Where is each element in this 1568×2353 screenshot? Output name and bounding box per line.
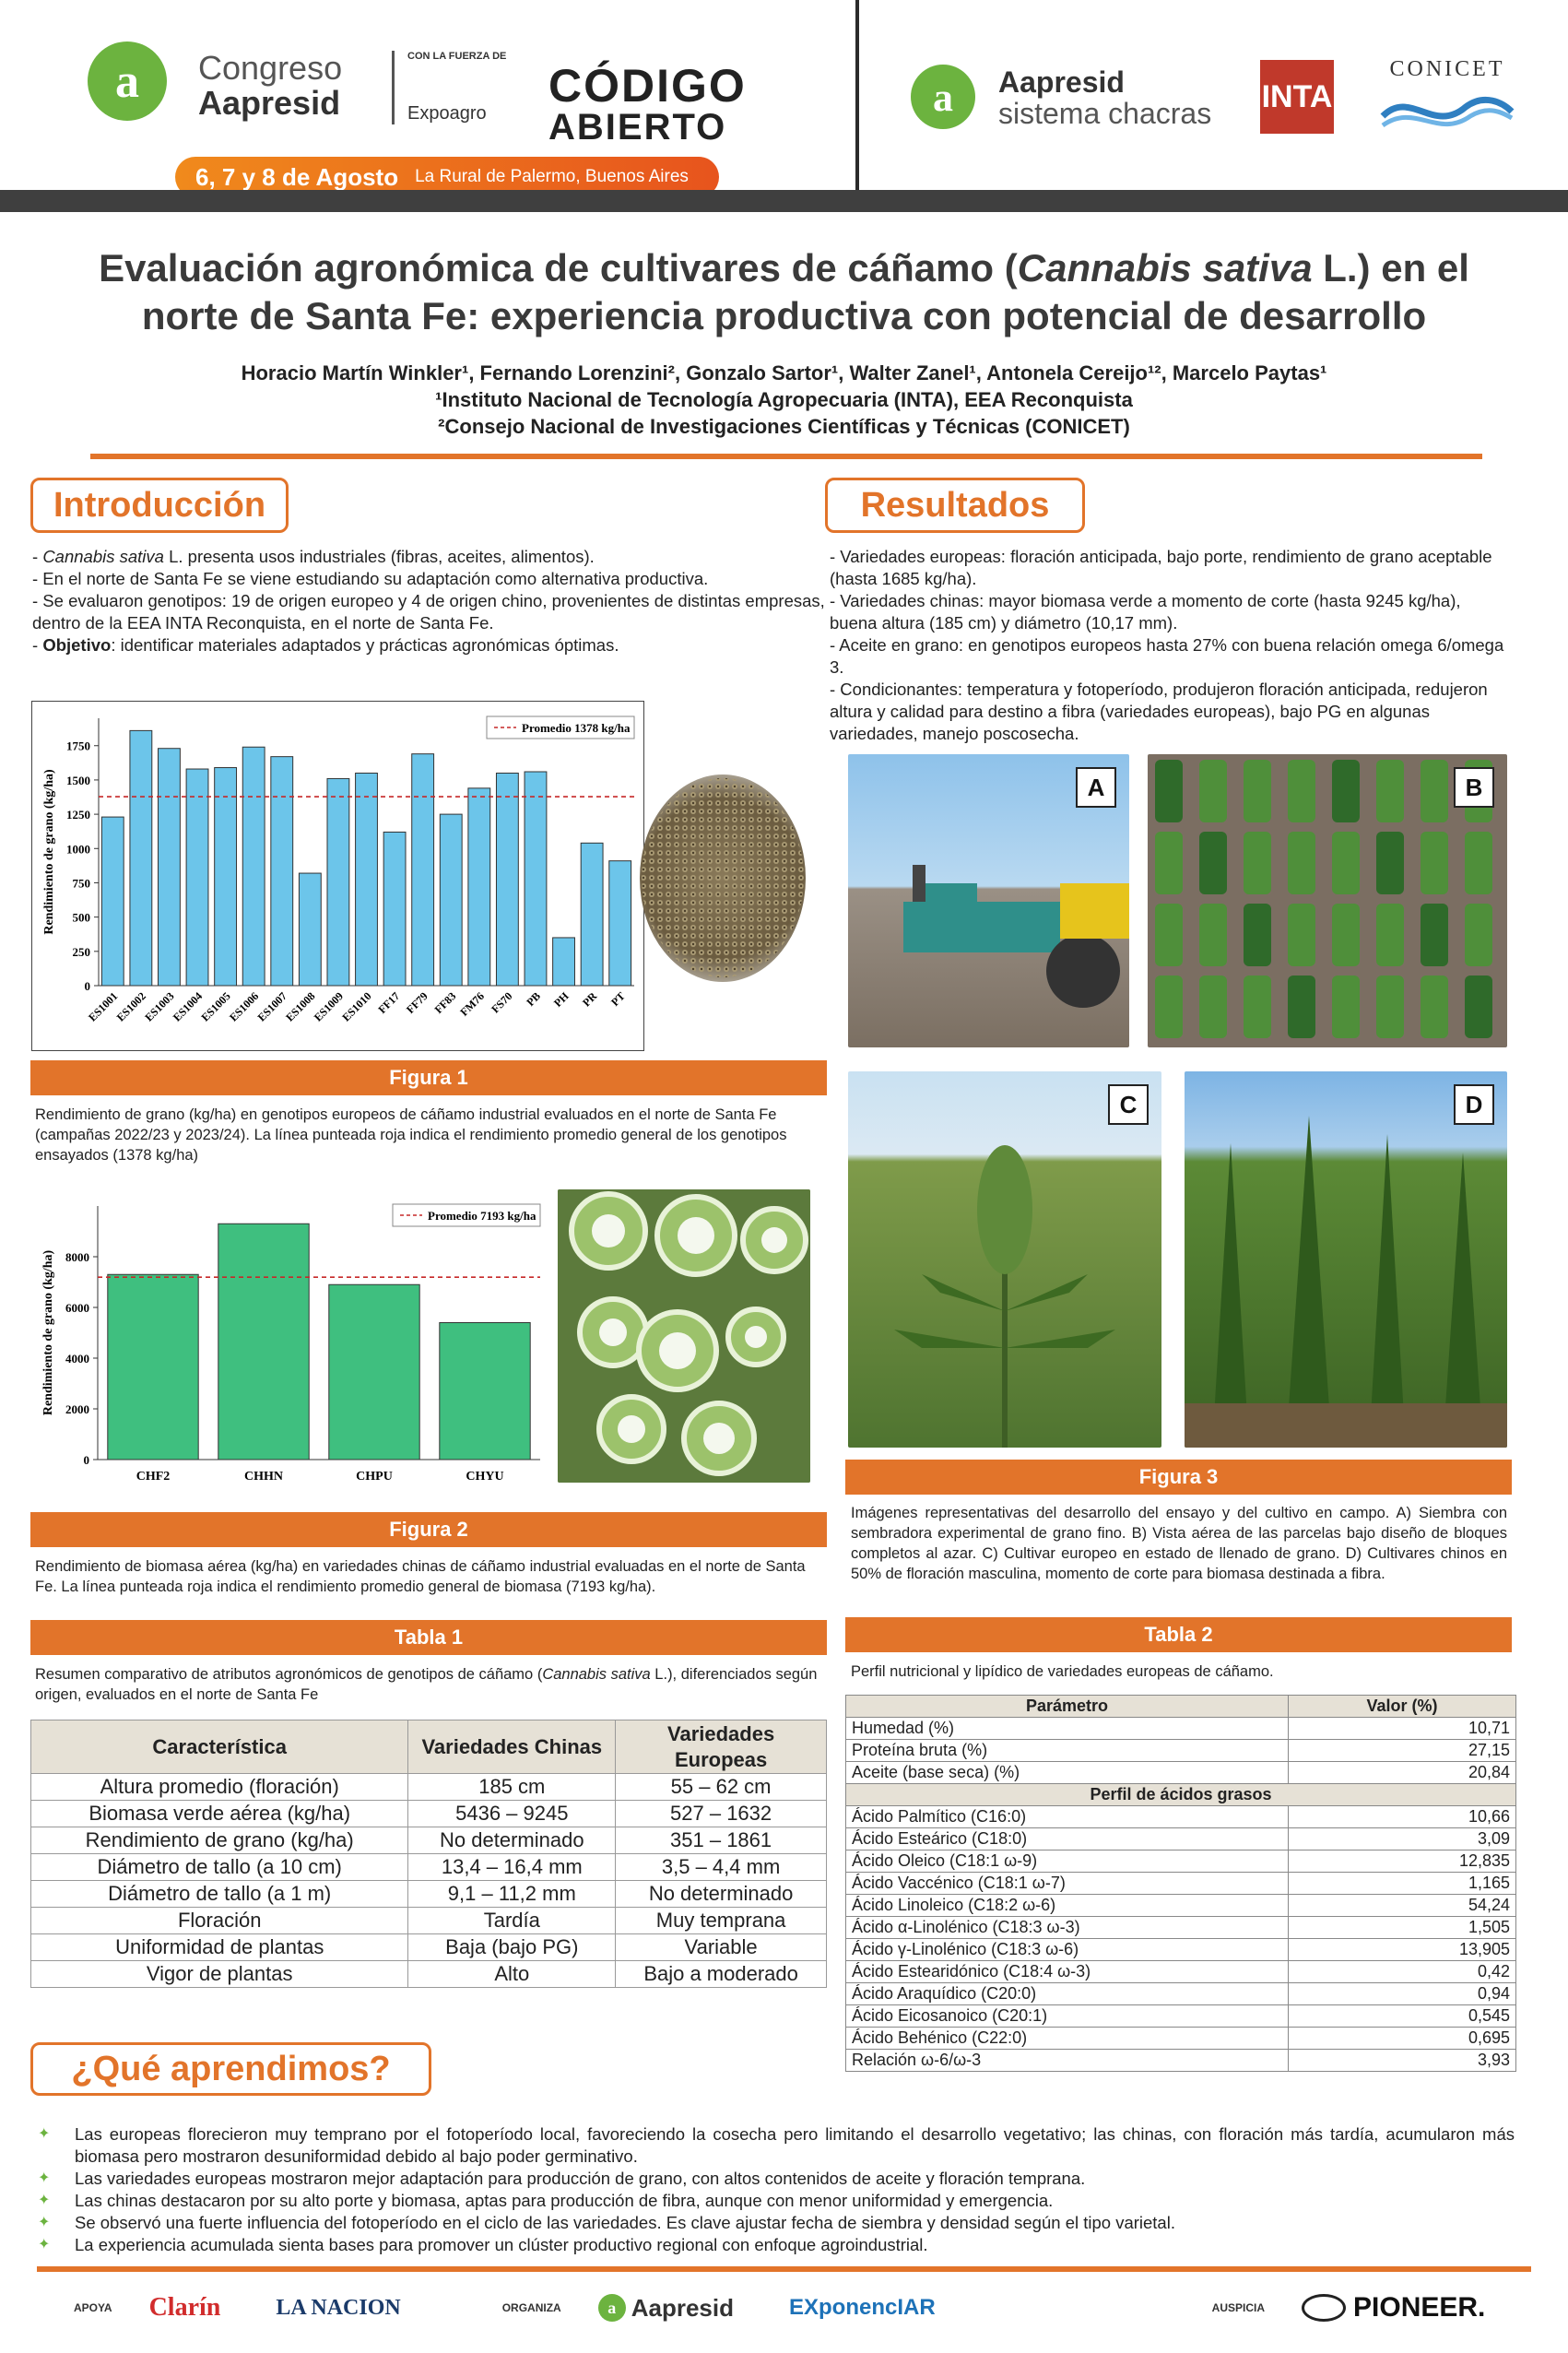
chart-bar: [609, 861, 631, 986]
stems-illustration: [558, 1189, 810, 1483]
title-italic: Cannabis sativa: [1017, 246, 1313, 290]
table-cell: Ácido Esteárico (C18:0): [846, 1828, 1289, 1850]
x-tick-label: FS70: [489, 989, 515, 1016]
plot-block: [1421, 975, 1448, 1038]
table-cell: 0,42: [1289, 1961, 1516, 1983]
results-bullet-4: - Condicionantes: temperatura y fotoperíodo, produjeron floración anticipada, redujeron altura y calidad para destino a fibra (variedades europeas), bajo PG en algunas variedades, manejo poscosecha.: [830, 680, 1488, 743]
chart-bar: [496, 773, 518, 986]
table1-header: Característica: [31, 1720, 408, 1774]
y-tick-label: 500: [72, 910, 90, 925]
photo-c-european-cultivar: [848, 1071, 1161, 1448]
plot-block: [1244, 832, 1271, 894]
congreso-line1: Congreso: [198, 49, 343, 87]
table-cell: Ácido Linoleico (C18:2 ω-6): [846, 1895, 1289, 1917]
y-tick-label: 4000: [65, 1352, 89, 1366]
y-tick-label: 0: [84, 979, 90, 993]
plot-block: [1244, 904, 1271, 966]
table-cell: Humedad (%): [846, 1718, 1289, 1740]
photo-label-a: A: [1076, 767, 1116, 808]
aapresid-leaf-icon: a: [911, 65, 975, 129]
expoagro-logo: Expoagro: [407, 103, 487, 124]
chart-bar: [553, 938, 575, 986]
table-row: [846, 1850, 1516, 1873]
table-cell: 3,5 – 4,4 mm: [616, 1854, 827, 1881]
table-cell: Diámetro de tallo (a 10 cm): [31, 1854, 408, 1881]
table-row: [846, 1961, 1516, 1983]
x-tick-label: FF83: [431, 989, 459, 1016]
x-tick-label: ES1008: [283, 989, 318, 1024]
legend-label: Promedio 1378 kg/ha: [522, 721, 631, 735]
plot-block: [1155, 975, 1183, 1038]
lanacion-logo: LA NACION: [276, 2295, 401, 2320]
poster-title: [37, 244, 1531, 340]
figure3-label-bar: [845, 1460, 1512, 1495]
plot-block: [1332, 904, 1360, 966]
chart-bar: [101, 817, 124, 986]
aapresid-chacras-text: [998, 66, 1211, 129]
y-tick-label: 250: [72, 944, 90, 959]
table-cell: Variable: [616, 1934, 827, 1961]
x-tick-label: FF79: [404, 989, 430, 1016]
x-tick-label: CHF2: [136, 1470, 171, 1484]
photo-label-d: D: [1454, 1084, 1494, 1125]
table1-label-bar: [30, 1620, 827, 1655]
aapresid-line2: sistema chacras: [998, 97, 1212, 130]
learned-list: [30, 2123, 1515, 2256]
table2-header: Parámetro: [846, 1696, 1289, 1718]
chart-bar: [440, 814, 462, 986]
table1-body: [31, 1774, 827, 1988]
plot-block: [1421, 832, 1448, 894]
x-tick-label: FF17: [375, 989, 403, 1016]
y-tick-label: 0: [83, 1453, 89, 1467]
x-tick-label: ES1003: [142, 989, 177, 1024]
photo-label-b: B: [1454, 767, 1494, 808]
table1-label: Tabla 1: [394, 1626, 464, 1649]
clarin-logo: Clarín: [148, 2293, 221, 2322]
table-cell: Muy temprana: [616, 1908, 827, 1934]
table-cell: 13,4 – 16,4 mm: [408, 1854, 616, 1881]
figure2-chart: [31, 1188, 557, 1506]
table-cell: 0,94: [1289, 1983, 1516, 2005]
results-bullet-2: - Variedades chinas: mayor biomasa verde a momento de corte (hasta 9245 kg/ha), buena altura (185 cm) y diámetro (10,17 mm).: [830, 591, 1461, 633]
chart-bar: [581, 843, 603, 986]
list-item: ✦ La experiencia acumulada sienta bases para promover un clúster productivo regional con enfoque agroindustrial.: [30, 2234, 1515, 2256]
cannabis-plant-illustration: [848, 1071, 1161, 1448]
header-divider: [855, 0, 859, 195]
plot-block: [1288, 832, 1315, 894]
figure1-label: Figura 1: [389, 1066, 468, 1089]
table-row: [846, 2050, 1516, 2072]
table-cell: Tardía: [408, 1908, 616, 1934]
congreso-line2: Aapresid: [198, 84, 341, 122]
table-cell: Vigor de plantas: [31, 1961, 408, 1988]
x-tick-label: CHPU: [356, 1470, 393, 1484]
photo-a-sowing: [848, 754, 1129, 1047]
table2: [845, 1695, 1516, 2072]
photo-label-c: C: [1108, 1084, 1149, 1125]
aapresid-footer-logo: Aapresid: [631, 2293, 734, 2322]
plot-block: [1199, 832, 1227, 894]
table-cell: 527 – 1632: [616, 1801, 827, 1827]
table-cell: 185 cm: [408, 1774, 616, 1801]
table-row: [846, 1939, 1516, 1961]
table-row: [31, 1774, 827, 1801]
table-cell: 10,66: [1289, 1806, 1516, 1828]
results-bullet-3: - Aceite en grano: en genotipos europeos hasta 27% con buena relación omega 6/omega 3.: [830, 635, 1504, 677]
chart-bar: [440, 1323, 530, 1460]
plot-block: [1244, 975, 1271, 1038]
table2-header: Valor (%): [1289, 1696, 1516, 1718]
table-row: [846, 1740, 1516, 1762]
figure1-chart: [31, 701, 644, 1051]
table1-header-row: [31, 1720, 827, 1774]
chart-bar: [218, 1224, 309, 1460]
list-item: ✦ Se observó una fuerte influencia del fotoperíodo en el ciclo de las variedades. Es clave ajustar fecha de siembra y densidad según el tipo varietal.: [30, 2212, 1515, 2234]
plot-block: [1332, 832, 1360, 894]
table-cell: No determinado: [408, 1827, 616, 1854]
figure1-caption: Rendimiento de grano (kg/ha) en genotipos europeos de cáñamo industrial evaluados en el norte de Santa Fe (campañas 2022/23 y 2023/24). La línea punteada roja indica el rendimiento promedio general de los genotipos ensayados (1378 kg/ha): [35, 1106, 787, 1164]
seeds-texture: [640, 774, 806, 982]
figure3-label: Figura 3: [1138, 1465, 1219, 1488]
event-date: 6, 7 y 8 de Agosto: [195, 162, 399, 191]
table-cell: Uniformidad de plantas: [31, 1934, 408, 1961]
table-row: [846, 1983, 1516, 2005]
results-heading: Resultados: [860, 485, 1050, 525]
plot-block: [1465, 832, 1492, 894]
table-row: [846, 1762, 1516, 1784]
plot-block: [1332, 760, 1360, 822]
chart-bar: [329, 1284, 419, 1460]
plot-block: [1376, 832, 1404, 894]
list-item: ✦ Las europeas florecieron muy temprano por el fotoperíodo local, favoreciendo la cosecha pero limitando el desarrollo vegetativo; las chinas, con floración más tardía, acumularon más biomasa pero mostraron desuniformidad debido al bajo poder germinativo.: [30, 2123, 1515, 2168]
footer-auspicia-label: AUSPICIA: [1211, 2301, 1266, 2314]
table-row: [31, 1827, 827, 1854]
aapresid-line1: Aapresid: [998, 65, 1125, 99]
chart-bar: [525, 772, 547, 986]
table-row: [31, 1908, 827, 1934]
table-row: [31, 1881, 827, 1908]
table-row: [846, 1806, 1516, 1828]
figure3-caption: Imágenes representativas del desarrollo del ensayo y del cultivo en campo. A) Siembra con sembradora experimental de grano fino. B) Vista aérea de las parcelas bajo diseño de bloques completos al azar. C) Cultivar europeo en estado de llenado de grano. D) Cultivares chinos en 50% de floración masculina, momento de corte para biomasa destinada a fibra.: [851, 1505, 1507, 1582]
plot-block: [1421, 760, 1448, 822]
x-tick-label: PT: [608, 989, 628, 1009]
table-row: [846, 1917, 1516, 1939]
table-row: [846, 1895, 1516, 1917]
table1: [30, 1720, 827, 1988]
authors: Horacio Martín Winkler¹, Fernando Lorenzini², Gonzalo Sartor¹, Walter Zanel¹, Antonela Cereijo¹², Marcelo Paytas¹: [241, 361, 1327, 384]
intro-bullet-3: - Se evaluaron genotipos: 19 de origen europeo y 4 de origen chino, provenientes de distintas empresas, dentro de la EEA INTA Reconquista, en el norte de Santa Fe.: [32, 591, 825, 633]
table2-body: [846, 1696, 1516, 2072]
x-tick-label: PR: [580, 989, 600, 1010]
table-cell: Altura promedio (floración): [31, 1774, 408, 1801]
plot-block: [1199, 975, 1227, 1038]
y-tick-label: 1750: [66, 739, 90, 753]
aapresid-chacras-logo: [911, 65, 975, 129]
congreso-title: [198, 51, 342, 121]
plot-block: [1332, 975, 1360, 1038]
table-row: [846, 1873, 1516, 1895]
chart-bar: [130, 730, 152, 986]
title-line1-post: L.) en el: [1312, 246, 1469, 290]
table-row: [846, 1828, 1516, 1850]
inta-text: INTA: [1261, 78, 1333, 114]
chart-bar: [271, 757, 293, 986]
x-tick-label: CHHN: [244, 1470, 283, 1484]
plot-block: [1376, 760, 1404, 822]
authors-block: [37, 360, 1531, 440]
table-cell: 0,695: [1289, 2028, 1516, 2050]
table-cell: 55 – 62 cm: [616, 1774, 827, 1801]
x-tick-label: ES1005: [198, 989, 233, 1024]
y-tick-label: 2000: [65, 1402, 89, 1416]
x-tick-label: ES1006: [227, 989, 262, 1024]
intro-b1-italic: Cannabis sativa: [42, 547, 164, 566]
title-line1-pre: Evaluación agronómica de cultivares de cáñamo (: [99, 246, 1018, 290]
table-cell: 54,24: [1289, 1895, 1516, 1917]
x-tick-label: PH: [550, 989, 572, 1010]
table-cell: 9,1 – 11,2 mm: [408, 1881, 616, 1908]
table-cell: 3,09: [1289, 1828, 1516, 1850]
congreso-logo: [88, 41, 167, 121]
intro-bullet-4: - Objetivo: identificar materiales adaptados y prácticas agronómicas óptimas.: [32, 635, 619, 655]
pioneer-icon: [1302, 2294, 1346, 2322]
aapresid-leaf-icon: a: [88, 41, 167, 121]
table-cell: Ácido Behénico (C22:0): [846, 2028, 1289, 2050]
inta-logo: [1260, 60, 1334, 134]
title-underline: [90, 454, 1482, 459]
table-cell: Alto: [408, 1961, 616, 1988]
table2-caption: Perfil nutricional y lipídico de variedades europeas de cáñamo.: [851, 1663, 1274, 1680]
table-cell: Ácido Estearidónico (C18:4 ω-3): [846, 1961, 1289, 1983]
chart-bar: [383, 832, 406, 986]
x-tick-label: ES1009: [311, 989, 347, 1024]
chart-bar: [215, 768, 237, 986]
chart-bar: [412, 754, 434, 986]
table1-caption-italic: Cannabis sativa: [542, 1666, 651, 1683]
plot-block: [1199, 904, 1227, 966]
intro-text: [32, 546, 825, 656]
table-cell: Ácido Palmítico (C16:0): [846, 1806, 1289, 1828]
tall-hemp-illustration: [1185, 1071, 1507, 1448]
section-resultados: [825, 478, 1085, 533]
table-cell: 1,505: [1289, 1917, 1516, 1939]
table2-label-bar: [845, 1617, 1512, 1652]
table-row: [31, 1801, 827, 1827]
footer-line: [37, 2266, 1531, 2272]
table1-header: Variedades Europeas: [616, 1720, 827, 1774]
table-row: [31, 1934, 827, 1961]
chart-bar: [327, 778, 349, 986]
table-cell: No determinado: [616, 1881, 827, 1908]
intro-b4-rest: : identificar materiales adaptados y prácticas agronómicas óptimas.: [111, 635, 619, 655]
stems-photo: [558, 1189, 810, 1483]
plot-block: [1465, 904, 1492, 966]
table-cell: 1,165: [1289, 1873, 1516, 1895]
plot-block: [1288, 975, 1315, 1038]
table-cell: Rendimiento de grano (kg/ha): [31, 1827, 408, 1854]
table-row: [31, 1854, 827, 1881]
plot-block: [1288, 904, 1315, 966]
table-cell: 13,905: [1289, 1939, 1516, 1961]
table1-caption-pre: Resumen comparativo de atributos agronómicos de genotipos de cáñamo (: [35, 1666, 543, 1683]
intro-b1-rest: L. presenta usos industriales (fibras, aceites, alimentos).: [163, 547, 595, 566]
codigo-line2: ABIERTO: [548, 107, 727, 148]
con-la-fuerza-label: CON LA FUERZA DE: [407, 51, 507, 62]
learned-heading: ¿Qué aprendimos?: [71, 2049, 391, 2088]
chart-bar: [242, 747, 265, 986]
x-tick-label: ES1010: [339, 989, 374, 1024]
table-cell: Biomasa verde aérea (kg/ha): [31, 1801, 408, 1827]
table-cell: 10,71: [1289, 1718, 1516, 1740]
table-cell: 0,545: [1289, 2005, 1516, 2028]
intro-bullet-1: - Cannabis sativa L. presenta usos industriales (fibras, aceites, alimentos).: [32, 547, 595, 566]
x-tick-label: FM76: [457, 989, 487, 1019]
chart-bar: [159, 749, 181, 986]
chart-bar: [186, 769, 208, 986]
intro-heading: Introducción: [53, 485, 266, 525]
seeds-photo: [640, 774, 806, 982]
table2-subheader: Perfil de ácidos grasos: [846, 1784, 1516, 1806]
event-venue: La Rural de Palermo, Buenos Aires: [415, 167, 689, 186]
y-tick-label: 8000: [65, 1250, 89, 1264]
conicet-logo-text: CONICET: [1389, 57, 1505, 81]
table-cell: 20,84: [1289, 1762, 1516, 1784]
list-item: ✦ Las variedades europeas mostraron mejor adaptación para producción de grano, con altos contenidos de aceite y floración temprana.: [30, 2168, 1515, 2190]
table-cell: Proteína bruta (%): [846, 1740, 1289, 1762]
table-cell: Aceite (base seca) (%): [846, 1762, 1289, 1784]
y-axis-label: Rendimiento de grano (kg/ha): [41, 1249, 55, 1416]
section-introduccion: [30, 478, 289, 533]
y-tick-label: 750: [72, 876, 90, 891]
table-row: [846, 2028, 1516, 2050]
plot-block: [1244, 760, 1271, 822]
plot-block: [1155, 832, 1183, 894]
results-bullet-1: - Variedades europeas: floración anticipada, bajo porte, rendimiento de grano aceptable (hasta 1685 kg/ha).: [830, 547, 1492, 588]
chart-bar: [356, 773, 378, 986]
photo-d-chinese-cultivars: [1185, 1071, 1507, 1448]
conicet-wave-icon: [1378, 89, 1516, 133]
table2-header-row: [846, 1696, 1516, 1718]
affiliation-1: ¹Instituto Nacional de Tecnología Agropecuaria (INTA), EEA Reconquista: [435, 388, 1133, 411]
affiliation-2: ²Consejo Nacional de Investigaciones Científicas y Técnicas (CONICET): [438, 415, 1130, 438]
section-que-aprendimos: [30, 2042, 431, 2096]
table-cell: Ácido Oleico (C18:1 ω-9): [846, 1850, 1289, 1873]
table-cell: 12,835: [1289, 1850, 1516, 1873]
table-cell: Ácido Vaccénico (C18:1 ω-7): [846, 1873, 1289, 1895]
title-line2: norte de Santa Fe: experiencia productiva con potencial de desarrollo: [141, 294, 1427, 337]
plot-block: [1288, 760, 1315, 822]
y-tick-label: 1500: [66, 773, 90, 787]
table-cell: Bajo a moderado: [616, 1961, 827, 1988]
aapresid-footer-icon: a: [598, 2294, 626, 2322]
table-row: [846, 1718, 1516, 1740]
codigo-abierto-logo: [548, 60, 747, 148]
y-tick-label: 1000: [66, 842, 90, 857]
table2-label: Tabla 2: [1144, 1623, 1213, 1646]
figure2-label-bar: [30, 1512, 827, 1547]
table-cell: 3,93: [1289, 2050, 1516, 2072]
exponencial-logo: EXponencIAR: [788, 2295, 936, 2320]
x-tick-label: ES1007: [254, 989, 289, 1024]
footer-apoya-label: APOYA: [74, 2301, 112, 2314]
footer-organiza-label: ORGANIZA: [501, 2301, 561, 2314]
chart-bar: [468, 788, 490, 986]
plot-block: [1465, 975, 1492, 1038]
x-tick-label: ES1001: [86, 989, 121, 1024]
y-tick-label: 6000: [65, 1301, 89, 1315]
figure2-label: Figura 2: [389, 1518, 468, 1541]
table-cell: 27,15: [1289, 1740, 1516, 1762]
legend-label: Promedio 7193 kg/ha: [428, 1209, 536, 1223]
y-tick-label: 1250: [66, 808, 90, 822]
y-axis-label: Rendimiento de grano (kg/ha): [42, 769, 56, 935]
table-cell: Floración: [31, 1908, 408, 1934]
plot-block: [1376, 975, 1404, 1038]
table-cell: Baja (bajo PG): [408, 1934, 616, 1961]
table-cell: Ácido α-Linolénico (C18:3 ω-3): [846, 1917, 1289, 1939]
table1-header: Variedades Chinas: [408, 1720, 616, 1774]
plot-block: [1155, 760, 1183, 822]
x-tick-label: CHYU: [466, 1470, 504, 1484]
figure1-label-bar: [30, 1060, 827, 1095]
x-tick-label: ES1004: [170, 989, 206, 1024]
header-bottom-bar: [0, 190, 1568, 212]
chart-bar: [108, 1274, 198, 1460]
table-cell: Ácido γ-Linolénico (C18:3 ω-6): [846, 1939, 1289, 1961]
table-cell: Relación ω-6/ω-3: [846, 2050, 1289, 2072]
plot-block: [1199, 760, 1227, 822]
results-text: [830, 546, 1512, 745]
table1-caption-post: L.), diferenciados según origen, evaluados en el norte de Santa Fe: [35, 1666, 818, 1703]
plot-block: [1421, 904, 1448, 966]
intro-b4-bold: Objetivo: [42, 635, 112, 655]
pioneer-logo: PIONEER.: [1353, 2292, 1486, 2323]
table-cell: 351 – 1861: [616, 1827, 827, 1854]
x-tick-label: ES1002: [113, 989, 148, 1024]
footer-sponsors: [37, 2285, 1531, 2331]
chart-bar: [299, 873, 321, 986]
logo-separator: [392, 51, 395, 124]
x-tick-label: PB: [524, 989, 544, 1009]
list-item: ✦ Las chinas destacaron por su alto porte y biomasa, aptas para producción de fibra, aunque con menor uniformidad y emergencia.: [30, 2190, 1515, 2212]
plot-block: [1376, 904, 1404, 966]
figure2-caption: Rendimiento de biomasa aérea (kg/ha) en variedades chinas de cáñamo industrial evaluadas en el norte de Santa Fe. La línea punteada roja indica el rendimiento promedio general de biomasa (7193 kg/ha).: [35, 1558, 806, 1595]
intro-bullet-2: - En el norte de Santa Fe se viene estudiando su adaptación como alternativa productiva.: [32, 569, 709, 588]
table2-subheader-row: [846, 1784, 1516, 1806]
table1-caption: [35, 1664, 824, 1705]
table-row: [31, 1961, 827, 1988]
codigo-line1: CÓDIGO: [548, 60, 747, 112]
photo-b-aerial: [1148, 754, 1507, 1047]
plot-block: [1155, 904, 1183, 966]
table-row: [846, 2005, 1516, 2028]
table-cell: Ácido Araquídico (C20:0): [846, 1983, 1289, 2005]
table-cell: Diámetro de tallo (a 1 m): [31, 1881, 408, 1908]
table-cell: Ácido Eicosanoico (C20:1): [846, 2005, 1289, 2028]
table-cell: 5436 – 9245: [408, 1801, 616, 1827]
